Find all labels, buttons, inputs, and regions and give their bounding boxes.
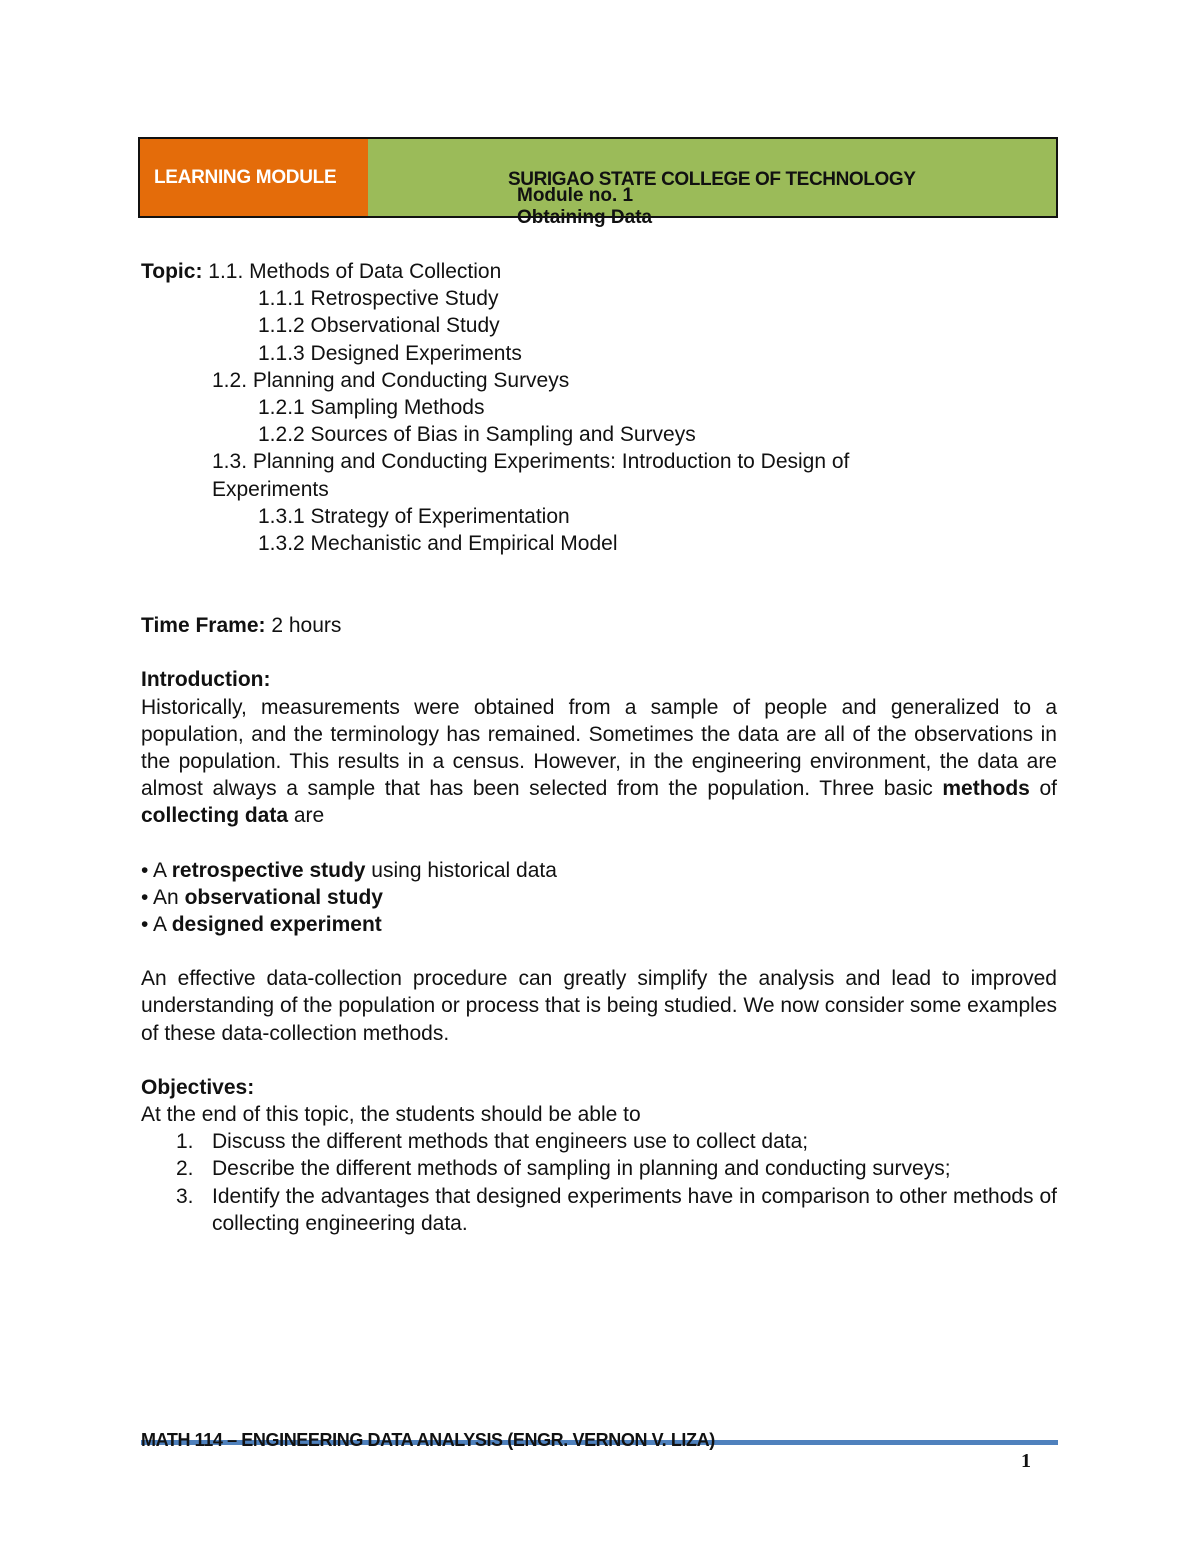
footer-course: MATH 114 – ENGINEERING DATA ANALYSIS (ENGR. VERNON V. LIZA) xyxy=(141,1430,715,1450)
list-item: 2. Describe the different methods of sampling in planning and conducting surveys; xyxy=(176,1157,951,1181)
college-name: SURIGAO STATE COLLEGE OF TECHNOLOGY xyxy=(508,169,916,190)
topic-line xyxy=(141,258,1057,285)
introduction-paragraph: Historically, measurements were obtained from a sample of people and generalized to a population, and the terminology has remained. Sometimes the data are all of the observations in the population. This results in a census. However, in the engineering environment, the data are almost always a sample that has been selected from the population. Three basic methods of collecting data are xyxy=(141,695,1057,828)
document-body xyxy=(141,258,1057,1237)
bullet-item: • A designed experiment xyxy=(141,913,382,937)
bullet-item: • A retrospective study using historical data xyxy=(141,858,557,882)
topic-item: Experiments xyxy=(212,477,329,501)
objectives-heading: Objectives: xyxy=(141,1075,255,1099)
topic-item: 1.3.1 Strategy of Experimentation xyxy=(258,504,570,528)
topic-item: 1.1.3 Designed Experiments xyxy=(258,341,522,365)
learning-module-box xyxy=(140,139,368,216)
topic-item: 1.2. Planning and Conducting Surveys xyxy=(212,368,570,392)
time-frame-label: Time Frame: xyxy=(141,614,266,638)
topic-item: 1.1.1 Retrospective Study xyxy=(258,287,499,311)
topic-label: Topic: xyxy=(141,260,203,283)
introduction-paragraph-2: An effective data-collection procedure can greatly simplify the analysis and lead to improved understanding of the population or process that is being studied. We now consider some examples of these data-collection methods. xyxy=(141,967,1057,1045)
list-item: 3. Identify the advantages that designed experiments have in comparison to other methods of collecting engineering data. xyxy=(176,1184,1057,1235)
module-number: Module no. 1 xyxy=(517,185,634,206)
time-frame-value: 2 hours xyxy=(271,614,342,638)
topic-item: 1.1. Methods of Data Collection xyxy=(208,260,502,283)
list-item: 1. Discuss the different methods that engineers use to collect data; xyxy=(176,1130,809,1154)
module-title: Obtaining Data xyxy=(517,207,653,228)
topic-item: 1.2.1 Sampling Methods xyxy=(258,396,485,420)
college-box xyxy=(368,139,1056,216)
bullet-item: • An observational study xyxy=(141,885,383,909)
topic-item: 1.3. Planning and Conducting Experiments: Introduction to Design of xyxy=(212,450,850,474)
topic-item: 1.2.2 Sources of Bias in Sampling and Surveys xyxy=(258,423,696,447)
page-number: 1 xyxy=(1021,1450,1031,1472)
objectives-lead: At the end of this topic, the students should be able to xyxy=(141,1103,641,1127)
time-frame-line xyxy=(141,612,1057,639)
objectives-list xyxy=(141,1128,1057,1237)
topic-item: 1.1.2 Observational Study xyxy=(258,314,500,338)
topic-item: 1.3.2 Mechanistic and Empirical Model xyxy=(258,532,618,556)
introduction-heading: Introduction: xyxy=(141,668,271,692)
learning-module-label: LEARNING MODULE xyxy=(154,166,337,188)
